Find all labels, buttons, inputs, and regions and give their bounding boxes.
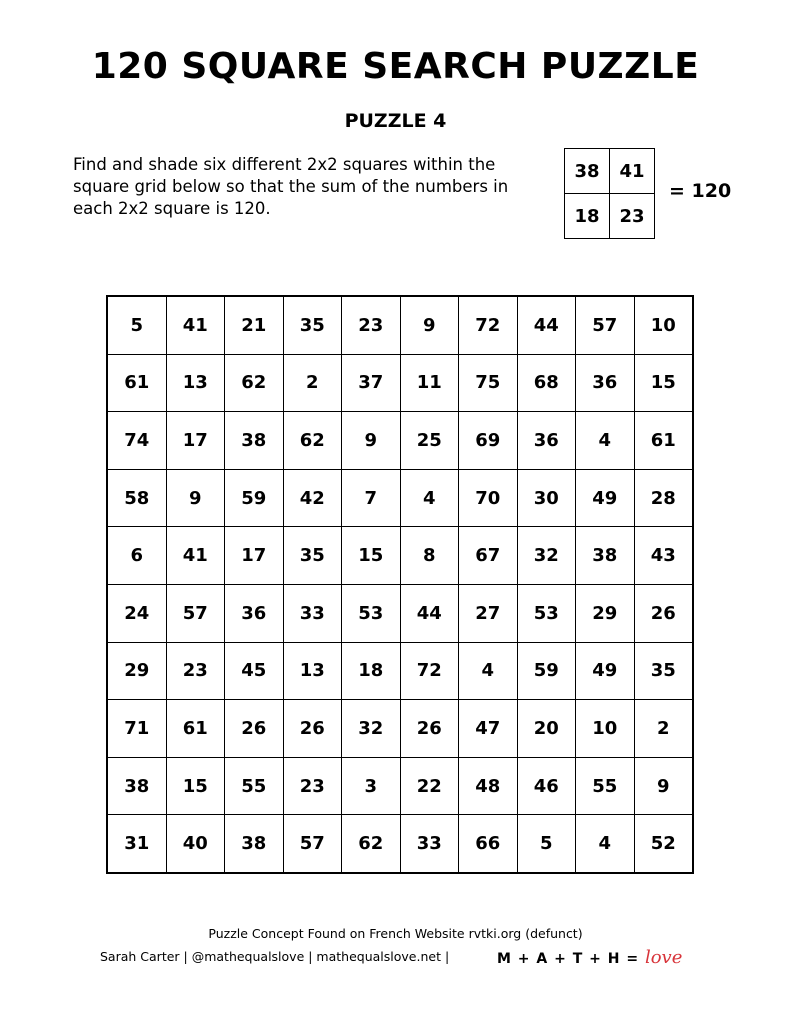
grid-cell[interactable]: 22 <box>400 757 459 815</box>
grid-cell[interactable]: 9 <box>166 469 225 527</box>
grid-cell[interactable]: 75 <box>459 354 518 412</box>
grid-cell[interactable]: 41 <box>166 527 225 585</box>
puzzle-grid <box>106 295 694 874</box>
grid-cell[interactable]: 58 <box>107 469 166 527</box>
grid-row <box>107 354 693 412</box>
grid-cell[interactable]: 38 <box>576 527 635 585</box>
grid-cell[interactable]: 2 <box>283 354 342 412</box>
grid-cell[interactable]: 61 <box>166 700 225 758</box>
math-equals-love-logo <box>497 946 682 971</box>
grid-cell[interactable]: 17 <box>166 412 225 470</box>
grid-cell[interactable]: 25 <box>400 412 459 470</box>
grid-cell[interactable]: 49 <box>576 469 635 527</box>
grid-cell[interactable]: 30 <box>517 469 576 527</box>
instructions-text: Find and shade six different 2x2 squares within the square grid below so that the sum of the numbers in each 2x2 square is 120. <box>73 155 509 218</box>
grid-cell[interactable]: 49 <box>576 642 635 700</box>
grid-cell[interactable]: 36 <box>225 584 284 642</box>
grid-cell[interactable]: 42 <box>283 469 342 527</box>
grid-cell[interactable]: 53 <box>342 584 401 642</box>
grid-cell[interactable]: 9 <box>342 412 401 470</box>
grid-cell[interactable]: 61 <box>634 412 693 470</box>
grid-cell[interactable]: 8 <box>400 527 459 585</box>
grid-cell[interactable]: 15 <box>342 527 401 585</box>
logo-love: love <box>644 947 683 968</box>
grid-row <box>107 527 693 585</box>
grid-cell[interactable]: 10 <box>576 700 635 758</box>
grid-row <box>107 700 693 758</box>
grid-row <box>107 296 693 354</box>
grid-row <box>107 642 693 700</box>
grid-cell[interactable]: 48 <box>459 757 518 815</box>
grid-cell[interactable]: 3 <box>342 757 401 815</box>
grid-cell[interactable]: 9 <box>400 296 459 354</box>
grid-cell[interactable]: 15 <box>634 354 693 412</box>
grid-cell[interactable]: 13 <box>166 354 225 412</box>
grid-cell[interactable]: 18 <box>342 642 401 700</box>
grid-cell[interactable]: 38 <box>225 412 284 470</box>
grid-cell[interactable]: 55 <box>225 757 284 815</box>
grid-cell[interactable]: 44 <box>517 296 576 354</box>
example-cell: 38 <box>565 149 610 194</box>
grid-cell[interactable]: 4 <box>459 642 518 700</box>
grid-cell[interactable]: 7 <box>342 469 401 527</box>
grid-cell[interactable]: 4 <box>576 815 635 873</box>
grid-cell[interactable]: 27 <box>459 584 518 642</box>
example-cell: 41 <box>610 149 655 194</box>
grid-cell[interactable]: 26 <box>283 700 342 758</box>
grid-cell[interactable]: 62 <box>225 354 284 412</box>
grid-cell[interactable]: 26 <box>400 700 459 758</box>
grid-cell[interactable]: 28 <box>634 469 693 527</box>
grid-cell[interactable]: 26 <box>225 700 284 758</box>
grid-cell[interactable]: 15 <box>166 757 225 815</box>
grid-cell[interactable]: 5 <box>517 815 576 873</box>
grid-cell[interactable]: 62 <box>283 412 342 470</box>
puzzle-number: PUZZLE 4 <box>344 110 447 132</box>
example-cell: 23 <box>610 194 655 239</box>
footer-credit: Puzzle Concept Found on French Website rvtki.org (defunct) <box>208 926 583 941</box>
grid-cell[interactable]: 5 <box>107 296 166 354</box>
grid-cell[interactable]: 72 <box>459 296 518 354</box>
grid-cell[interactable]: 59 <box>225 469 284 527</box>
grid-cell[interactable]: 35 <box>283 527 342 585</box>
grid-cell[interactable]: 66 <box>459 815 518 873</box>
grid-cell[interactable]: 46 <box>517 757 576 815</box>
grid-cell[interactable]: 21 <box>225 296 284 354</box>
example-row <box>565 194 655 239</box>
grid-cell[interactable]: 9 <box>634 757 693 815</box>
grid-cell[interactable]: 61 <box>107 354 166 412</box>
grid-row <box>107 757 693 815</box>
grid-cell[interactable]: 17 <box>225 527 284 585</box>
grid-cell[interactable]: 70 <box>459 469 518 527</box>
grid-cell[interactable]: 36 <box>576 354 635 412</box>
example-row <box>565 149 655 194</box>
grid-cell[interactable]: 32 <box>342 700 401 758</box>
grid-cell[interactable]: 55 <box>576 757 635 815</box>
grid-cell[interactable]: 29 <box>107 642 166 700</box>
grid-cell[interactable]: 44 <box>400 584 459 642</box>
grid-cell[interactable]: 52 <box>634 815 693 873</box>
grid-row <box>107 815 693 873</box>
logo-text: M + A + T + H = <box>497 951 640 967</box>
grid-cell[interactable]: 23 <box>283 757 342 815</box>
grid-cell[interactable]: 10 <box>634 296 693 354</box>
grid-cell[interactable]: 38 <box>107 757 166 815</box>
grid-row <box>107 469 693 527</box>
grid-cell[interactable]: 47 <box>459 700 518 758</box>
grid-cell[interactable]: 57 <box>576 296 635 354</box>
page-title: 120 SQUARE SEARCH PUZZLE <box>91 46 700 87</box>
grid-cell[interactable]: 41 <box>166 296 225 354</box>
grid-cell[interactable]: 4 <box>576 412 635 470</box>
grid-cell[interactable]: 4 <box>400 469 459 527</box>
example-result: = 120 <box>669 180 732 202</box>
grid-cell[interactable]: 53 <box>517 584 576 642</box>
grid-cell[interactable]: 43 <box>634 527 693 585</box>
example-square <box>564 148 655 239</box>
grid-cell[interactable]: 2 <box>634 700 693 758</box>
grid-cell[interactable]: 35 <box>283 296 342 354</box>
grid-cell[interactable]: 33 <box>400 815 459 873</box>
grid-cell[interactable]: 38 <box>225 815 284 873</box>
grid-cell[interactable]: 23 <box>342 296 401 354</box>
grid-cell[interactable]: 32 <box>517 527 576 585</box>
grid-cell[interactable]: 45 <box>225 642 284 700</box>
grid-cell[interactable]: 68 <box>517 354 576 412</box>
grid-cell[interactable]: 33 <box>283 584 342 642</box>
grid-cell[interactable]: 40 <box>166 815 225 873</box>
grid-row <box>107 412 693 470</box>
grid-cell[interactable]: 29 <box>576 584 635 642</box>
grid-cell[interactable]: 23 <box>166 642 225 700</box>
grid-cell[interactable]: 20 <box>517 700 576 758</box>
grid-cell[interactable]: 57 <box>283 815 342 873</box>
grid-cell[interactable]: 36 <box>517 412 576 470</box>
grid-cell[interactable]: 26 <box>634 584 693 642</box>
grid-cell[interactable]: 72 <box>400 642 459 700</box>
grid-cell[interactable]: 13 <box>283 642 342 700</box>
grid-cell[interactable]: 67 <box>459 527 518 585</box>
grid-cell[interactable]: 74 <box>107 412 166 470</box>
grid-cell[interactable]: 35 <box>634 642 693 700</box>
example-cell: 18 <box>565 194 610 239</box>
grid-cell[interactable]: 62 <box>342 815 401 873</box>
grid-cell[interactable]: 57 <box>166 584 225 642</box>
grid-cell[interactable]: 31 <box>107 815 166 873</box>
grid-cell[interactable]: 6 <box>107 527 166 585</box>
footer-author-info: Sarah Carter | @mathequalslove | mathequalslove.net | <box>100 949 450 964</box>
grid-cell[interactable]: 71 <box>107 700 166 758</box>
grid-row <box>107 584 693 642</box>
grid-cell[interactable]: 37 <box>342 354 401 412</box>
grid-cell[interactable]: 59 <box>517 642 576 700</box>
grid-cell[interactable]: 11 <box>400 354 459 412</box>
grid-cell[interactable]: 69 <box>459 412 518 470</box>
grid-cell[interactable]: 24 <box>107 584 166 642</box>
